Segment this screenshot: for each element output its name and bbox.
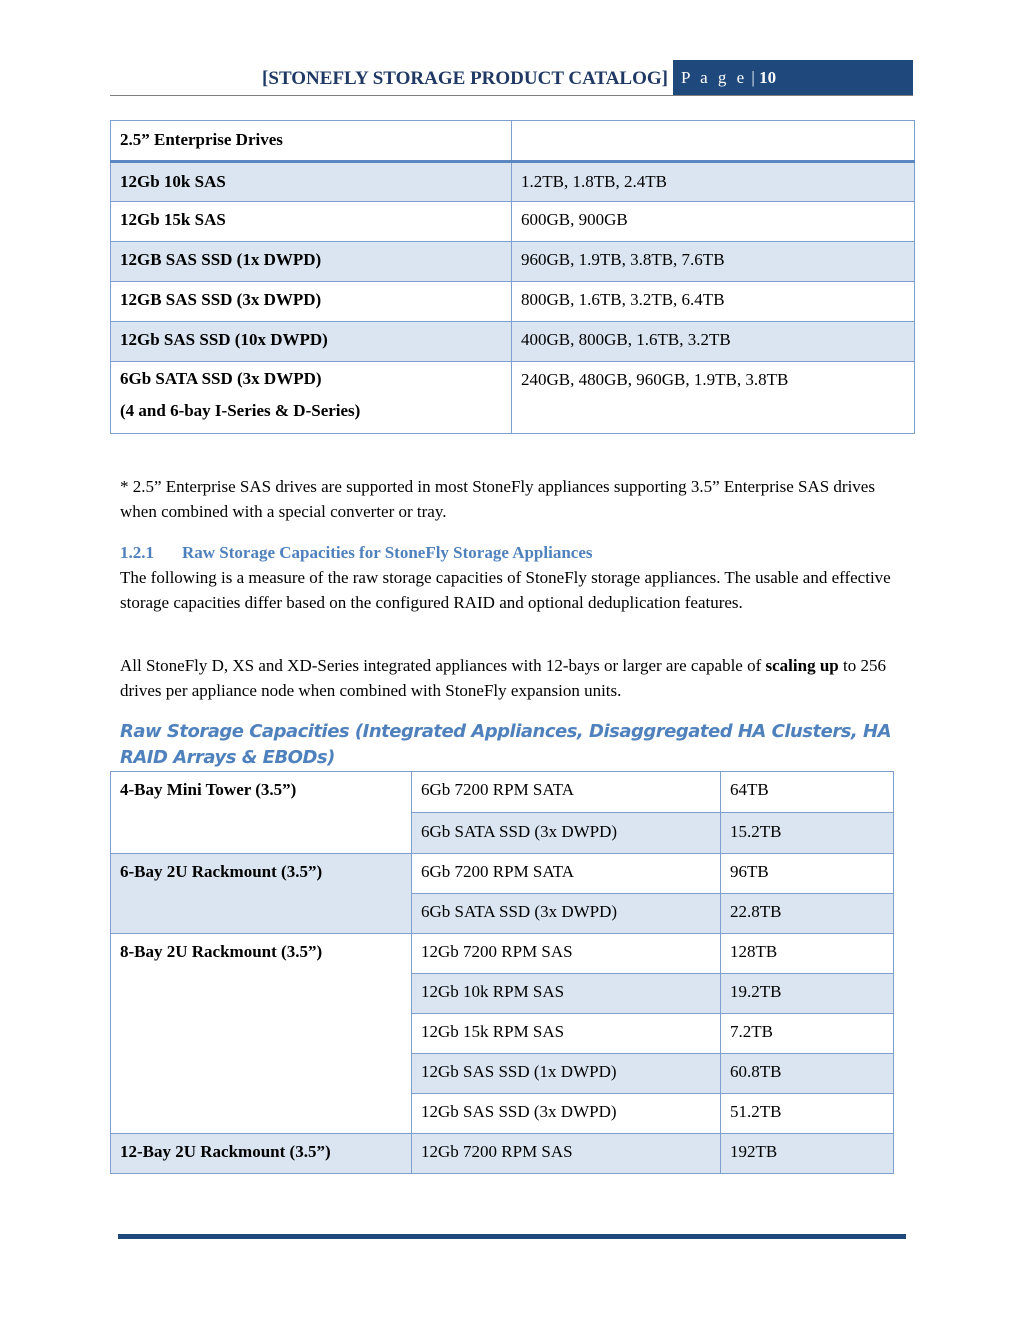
scaling-emphasis: scaling up (765, 656, 839, 675)
scaling-text-after: to 256 drives per appliance node when combined with StoneFly expansion units. (120, 656, 886, 700)
drive-type-cell: 12GB SAS SSD (3x DWPD) (111, 282, 512, 322)
table-row (111, 934, 894, 974)
page-number-box (673, 60, 913, 96)
drive-cell: 12Gb 10k RPM SAS (412, 974, 721, 1014)
table-row (111, 362, 915, 434)
scaling-paragraph (120, 653, 900, 703)
capacity-cell: 15.2TB (721, 813, 894, 854)
model-cell: 12-Bay 2U Rackmount (3.5”) (111, 1134, 412, 1174)
table-row (111, 1134, 894, 1174)
header-rule (110, 95, 913, 96)
drive-cell: 12Gb 7200 RPM SAS (412, 1134, 721, 1174)
section-heading (120, 541, 593, 565)
drive-cell: 6Gb SATA SSD (3x DWPD) (412, 894, 721, 934)
model-cell: 8-Bay 2U Rackmount (3.5”) (111, 934, 412, 1134)
intro-paragraph: The following is a measure of the raw storage capacities of StoneFly storage appliances. The usable and effective storage capacities differ based on the configured RAID and optional deduplication features. (120, 568, 891, 612)
table-row (111, 854, 894, 894)
table-row (111, 162, 915, 202)
footer-rule (118, 1234, 906, 1239)
capacity-cell: 22.8TB (721, 894, 894, 934)
table-header-cell: 2.5” Enterprise Drives (111, 121, 512, 162)
capacities-table-heading: Raw Storage Capacities (Integrated Appliances, Disaggregated HA Clusters, HA RAID Arrays & EBODs) (120, 721, 892, 768)
capacity-cell: 192TB (721, 1134, 894, 1174)
page-label: P a g e (681, 68, 748, 87)
catalog-title: [STONEFLY STORAGE PRODUCT CATALOG] (262, 68, 668, 89)
capacity-cell: 7.2TB (721, 1014, 894, 1054)
capacity-cell: 800GB, 1.6TB, 3.2TB, 6.4TB (512, 282, 915, 322)
drive-type-line: 6Gb SATA SSD (3x DWPD) (120, 369, 322, 388)
drive-cell: 12Gb 15k RPM SAS (412, 1014, 721, 1054)
drive-type-cell: 12GB SAS SSD (1x DWPD) (111, 242, 512, 282)
table-row (111, 772, 894, 813)
capacity-cell: 128TB (721, 934, 894, 974)
table-header-cell (512, 121, 915, 162)
capacity-cell: 60.8TB (721, 1054, 894, 1094)
raw-capacities-table (110, 771, 894, 1174)
drive-cell: 6Gb 7200 RPM SATA (412, 854, 721, 894)
capacity-cell: 600GB, 900GB (512, 202, 915, 242)
drive-type-note: (4 and 6-bay I-Series & D-Series) (120, 401, 361, 420)
page-number: 10 (759, 68, 777, 87)
section-title: Raw Storage Capacities for StoneFly Storage Appliances (182, 543, 593, 562)
capacity-cell: 64TB (721, 772, 894, 813)
section-number: 1.2.1 (120, 543, 154, 562)
drive-cell: 6Gb 7200 RPM SATA (412, 772, 721, 813)
table-row (111, 282, 915, 322)
drive-cell: 12Gb SAS SSD (3x DWPD) (412, 1094, 721, 1134)
capacity-cell: 400GB, 800GB, 1.6TB, 3.2TB (512, 322, 915, 362)
drive-cell: 6Gb SATA SSD (3x DWPD) (412, 813, 721, 854)
enterprise-drives-table (110, 120, 915, 434)
capacity-cell: 960GB, 1.9TB, 3.8TB, 7.6TB (512, 242, 915, 282)
drive-type-cell: 12Gb 10k SAS (111, 162, 512, 202)
model-cell: 6-Bay 2U Rackmount (3.5”) (111, 854, 412, 934)
table-row (111, 322, 915, 362)
drive-type-cell: 12Gb 15k SAS (111, 202, 512, 242)
page-separator: | (747, 68, 760, 87)
capacity-cell: 19.2TB (721, 974, 894, 1014)
drive-cell: 12Gb SAS SSD (1x DWPD) (412, 1054, 721, 1094)
drive-type-cell (111, 362, 512, 434)
table-row (111, 242, 915, 282)
model-cell: 4-Bay Mini Tower (3.5”) (111, 772, 412, 854)
capacity-cell: 96TB (721, 854, 894, 894)
capacity-cell: 1.2TB, 1.8TB, 2.4TB (512, 162, 915, 202)
table-row (111, 202, 915, 242)
capacity-cell: 240GB, 480GB, 960GB, 1.9TB, 3.8TB (512, 362, 915, 434)
drives-footnote: * 2.5” Enterprise SAS drives are supported in most StoneFly appliances supporting 3.5” Enterprise SAS drives when combined with a special converter or tray. (120, 477, 875, 521)
drive-type-cell: 12Gb SAS SSD (10x DWPD) (111, 322, 512, 362)
drive-cell: 12Gb 7200 RPM SAS (412, 934, 721, 974)
table-header-row (111, 121, 915, 162)
capacity-cell: 51.2TB (721, 1094, 894, 1134)
scaling-text-before: All StoneFly D, XS and XD-Series integrated appliances with 12-bays or larger are capable of (120, 656, 766, 675)
